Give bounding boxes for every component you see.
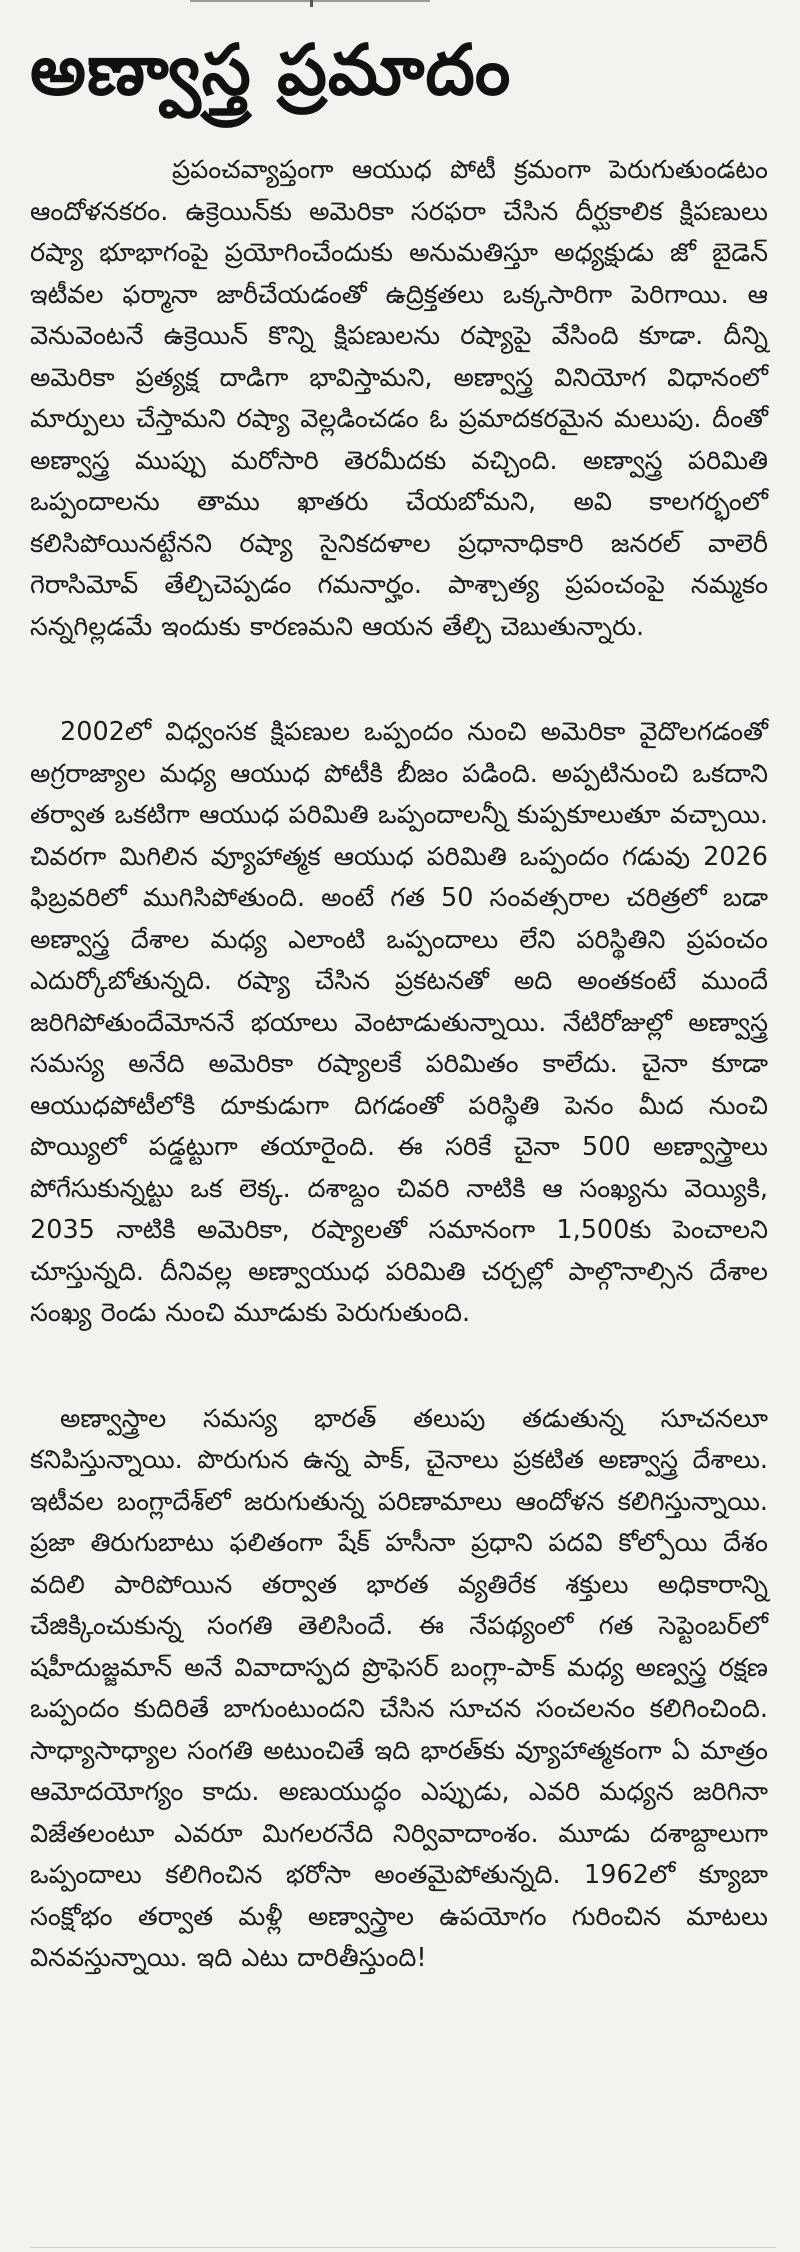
article-paragraph-1: ప్రపంచవ్యాప్తంగా ఆయుధ పోటీ క్రమంగా పెరుగుతుండటం ఆందోళనకరం. ఉక్రెయిన్‌కు అమెరికా సరఫరా చేసిన దీర్ఘకాలిక క్షిపణులు రష్యా భూభాగంపై ప్రయోగించేందుకు అనుమతిస్తూ అధ్యక్షుడు జో బైడెన్ ఇటీవల ఫర్మానా జారీచేయడంతో ఉద్రిక్తతలు ఒక్కసారిగా పెరిగాయి. ఆ వెనువెంటనే ఉక్రెయిన్ కొన్ని క్షిపణులను రష్యాపై వేసింది కూడా. దీన్ని అమెరికా ప్రత్యక్ష దాడిగా భావిస్తామని, అణ్వాస్త్ర వినియోగ విధానంలో మార్పులు చేస్తామని రష్యా వెల్లడించడం ఓ ప్రమాదకరమైన మలుపు. దీంతో అణ్వాస్త్ర ముప్పు మరోసారి తెరమీదకు వచ్చింది. అణ్వాస్త్ర పరిమితి ఒప్పందాలను తాము ఖాతరు చేయబోమని, అవి కాలగర్భంలో కలిసిపోయినట్టేనని రష్యా సైనికదళాల ప్రధానాధికారి జనరల్ వాలెరీ గెరాసిమోవ్ తేల్చిచెప్పడం గమనార్హం. పాశ్చాత్య ప్రపంచంపై నమ్మకం సన్నగిల్లడమే ఇందుకు కారణమని ఆయన తేల్చి చెబుతున్నారు. <box>30 155 768 642</box>
paragraph-spacer <box>30 1335 768 1399</box>
article-body <box>30 150 768 1980</box>
bottom-rule-divider <box>30 2247 776 2248</box>
article-paragraph-3: అణ్వాస్త్రాల సమస్య భారత్ తలుపు తడుతున్న సూచనలూ కనిపిస్తున్నాయి. పొరుగున ఉన్న పాక్, చైనాలు ప్రకటిత అణ్వాస్త్ర దేశాలు. ఇటీవల బంగ్లాదేశ్‌లో జరుగుతున్న పరిణామాలు ఆందోళన కలిగిస్తున్నాయి. ప్రజా తిరుగుబాటు ఫలితంగా షేక్ హసీనా ప్రధాని పదవి కోల్పోయి దేశం వదిలి పారిపోయిన తర్వాత భారత వ్యతిరేక శక్తులు అధికారాన్ని చేజిక్కించుకున్న సంగతి తెలిసిందే. ఈ నేపథ్యంలో గత సెప్టెంబర్‌లో షహీదుజ్జమాన్ అనే వివాదాస్పద ప్రొఫెసర్ బంగ్లా-పాక్ మధ్య అణ్వస్త్ర రక్షణ ఒప్పందం కుదిరితే బాగుంటుందని చేసిన సూచన సంచలనం కలిగించింది. సాధ్యాసాధ్యాల సంగతి అటుంచితే ఇది భారత్‌కు వ్యూహాత్మకంగా ఏ మాత్రం ఆమోదయోగ్యం కాదు. అణుయుద్ధం ఎప్పుడు, ఎవరి మధ్యన జరిగినా విజేతలంటూ ఎవరూ మిగలరనేది నిర్వివాదాంశం. మూడు దశాబ్దాలుగా ఒప్పందాలు కలిగించిన భరోసా అంతమైపోతున్నది. 1962లో క్యూబా సంక్షోభం తర్వాత మళ్లీ అణ్వాస్త్రాల ఉపయోగం గురించిన మాటలు వినవస్తున్నాయి. ఇది ఎటు దారితీస్తుంది! <box>30 1403 768 1973</box>
top-rule-tick <box>310 0 313 7</box>
paragraph-spacer <box>30 648 768 712</box>
article-paragraph-2: 2002లో విధ్వంసక క్షిపణుల ఒప్పందం నుంచి అమెరికా వైదొలగడంతో అగ్రరాజ్యాల మధ్య ఆయుధ పోటీకి బీజం పడింది. అప్పటినుంచి ఒకదాని తర్వాత ఒకటిగా ఆయుధ పరిమితి ఒప్పందాలన్నీ కుప్పకూలుతూ వచ్చాయి. చివరగా మిగిలిన వ్యూహాత్మక ఆయుధ పరిమితి ఒప్పందం గడువు 2026 ఫిబ్రవరిలో ముగిసిపోతుంది. అంటే గత 50 సంవత్సరాల చరిత్రలో బడా అణ్వాస్త్ర దేశాల మధ్య ఎలాంటి ఒప్పందాలు లేని పరిస్థితిని ప్రపంచం ఎదుర్కోబోతున్నది. రష్యా చేసిన ప్రకటనతో అది అంతకంటే ముందే జరిగిపోతుందేమోననే భయాలు వెంటాడుతున్నాయి. నేటిరోజుల్లో అణ్వాస్త్ర సమస్య అనేది అమెరికా రష్యాలకే పరిమితం కాలేదు. చైనా కూడా ఆయుధపోటీలోకి దూకుడుగా దిగడంతో పరిస్థితి పెనం మీద నుంచి పొయ్యిలో పడ్డట్టుగా తయారైంది. ఈ సరికే చైనా 500 అణ్వాస్త్రాలు పోగేసుకున్నట్టు ఒక లెక్క. దశాబ్దం చివరి నాటికి ఆ సంఖ్యను వెయ్యికి, 2035 నాటికి అమెరికా, రష్యాలతో సమానంగా 1,500కు పెంచాలని చూస్తున్నది. దీనివల్ల అణ్వాయుధ పరిమితి చర్చల్లో పాల్గొనాల్సిన దేశాల సంఖ్య రెండు నుంచి మూడుకు పెరుగుతుంది. <box>30 717 768 1328</box>
article-headline: అణ్వాస్త్ర ప్రమాదం <box>30 29 512 111</box>
